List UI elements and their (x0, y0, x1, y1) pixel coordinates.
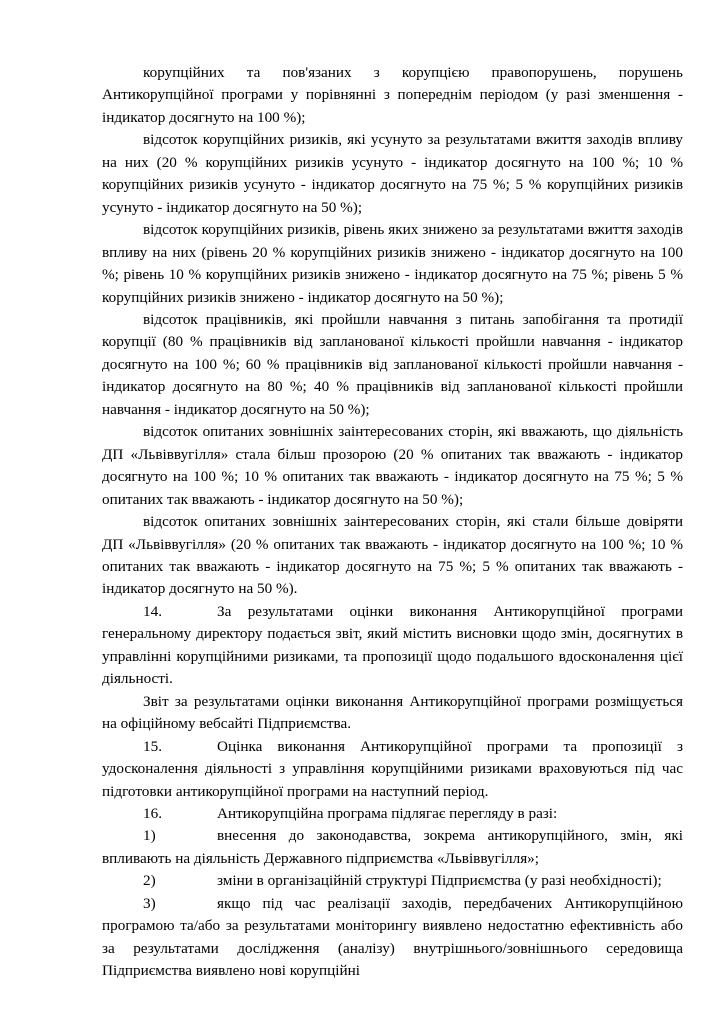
sub-item-text-3: якщо під час реалізації заходів, передбачених Антикорупційною програмою та/або за результатами моніторингу виявлено недостатню ефективність або за результатами дослідження (аналізу) внутрішнього/зовнішнього середовища Підприємства виявлено нові корупційні (102, 894, 683, 980)
paragraph-continued: корупційних та пов'язаних з корупцією правопорушень, порушень Антикорупційної програми у порівнянні з попереднім періодом (у разі зменшення - індикатор досягнуто на 100 %); (102, 64, 683, 126)
paragraph-item-14 (102, 601, 683, 691)
paragraph-trust: відсоток опитаних зовнішніх заінтересованих сторін, які стали більше довіряти ДП «Львіввугілля» (20 % опитаних так вважають - індикатор досягнуто на 100 %; 10 % опитаних так вважають - індикатор досягнуто на 75 %; 5 % опитаних так вважають - індикатор досягнуто на 50 %). (102, 513, 683, 598)
item-text-15: Оцінка виконання Антикорупційної програми та пропозиції з удосконалення діяльності з управління корупційними ризиками враховуються під час підготовки антикорупційної програми на наступний період. (102, 737, 683, 800)
paragraph-report-publication: Звіт за результатами оцінки виконання Антикорупційної програми розміщується на офіційному вебсайті Підприємства. (102, 692, 683, 733)
item-number-15: 15. (143, 737, 162, 755)
paragraph-sub-item-3 (102, 893, 683, 983)
paragraph-sub-item-1 (102, 825, 683, 870)
paragraph-sub-item-2 (102, 870, 683, 892)
item-text-16: Антикорупційна програма підлягає перегляду в разі: (217, 804, 558, 822)
paragraph-risks-lowered: відсоток корупційних ризиків, рівень яких знижено за результатами вжиття заходів впливу на них (рівень 20 % корупційних ризиків знижено - індикатор досягнуто на 100 %; рівень 10 % корупційних ризиків знижено - індикатор досягнуто на 75 %; рівень 5 % корупційних ризиків знижено - індикатор досягнуто на 50 %); (102, 221, 683, 306)
item-number-14: 14. (143, 602, 162, 620)
sub-item-text-1: внесення до законодавства, зокрема антикорупційного, змін, які впливають на діяльність Державного підприємства «Львіввугілля»; (102, 827, 683, 867)
document-text-column (102, 62, 683, 983)
sub-item-number-1: 1) (143, 827, 156, 845)
paragraph-training: відсоток працівників, які пройшли навчання з питань запобігання та протидії корупції (80 % працівників від запланованої кількості пройшли навчання - індикатор досягнуто на 100 %; 60 % працівників від запланованої кількості пройшли навчання - індикатор досягнуто на 80 %; 40 % працівників від запланованої кількості пройшли навчання - індикатор досягнуто на 50 %); (102, 310, 683, 418)
item-number-16: 16. (143, 804, 162, 822)
paragraph-risks-removed: відсоток корупційних ризиків, які усунуто за результатами вжиття заходів впливу на них (20 % корупційних ризиків усунуто - індикатор досягнуто на 100 %; 10 % корупційних ризиків усунуто - індикатор досягнуто на 75 %; 5 % корупційних ризиків усунуто - індикатор досягнуто на 50 %); (102, 131, 683, 216)
paragraph-transparency: відсоток опитаних зовнішніх заінтересованих сторін, які вважають, що діяльність ДП «Львіввугілля» стала більш прозорою (20 % опитаних так вважають - індикатор досягнуто на 100 %; 10 % опитаних так вважають - індикатор досягнуто на 75 %; 5 % опитаних так вважають - індикатор досягнуто на 50 %); (102, 423, 683, 508)
item-text-14: За результатами оцінки виконання Антикорупційної програми генеральному директору подається звіт, який містить висновки щодо змін, досягнутих в управлінні корупційними ризиками, та пропозиції щодо подальшого вдосконалення цієї діяльності. (102, 602, 683, 688)
sub-item-number-2: 2) (143, 872, 156, 890)
sub-item-number-3: 3) (143, 894, 156, 912)
paragraph-item-16 (102, 803, 683, 825)
sub-item-text-2: зміни в організаційній структурі Підприємства (у разі необхідності); (217, 872, 662, 890)
paragraph-item-15 (102, 736, 683, 803)
